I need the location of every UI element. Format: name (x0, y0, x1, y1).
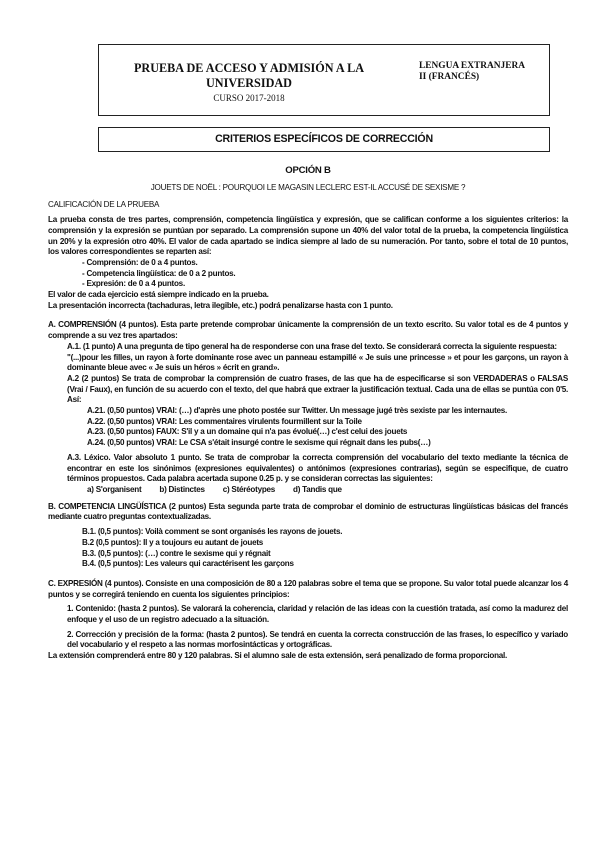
lexicon-option: d) Tandis que (293, 484, 342, 494)
exam-header (98, 44, 550, 116)
document-body (48, 166, 568, 662)
option-title: OPCIÓN B (285, 165, 331, 176)
exam-title-line2: UNIVERSIDAD (205, 76, 292, 90)
section-b-intro: B. COMPETENCIA LINGÜÍSTICA (2 puntos) Esta segunda parte trata de comprobar el dominio de estructuras lingüísticas básicas del francés mediante cuatro preguntas contextualizadas. (48, 501, 568, 522)
section-a3: A.3. Léxico. Valor absoluto 1 punto. Se trata de comprobar la correcta comprensión del vocabulario del texto mediante la técnica de encontrar en este los sinónimos (expresiones equivalentes) o antónimos (expresiones contrarias), según se especifique, de cuatro términos propuestos. Cada palabra acertada supone 0.25 p. y se consideran correctas las siguientes: (67, 452, 568, 484)
text-title: JOUETS DE NOËL : POURQUOI LE MAGASIN LECLERC EST-IL ACCUSÉ DE SEXISME ? (150, 182, 466, 192)
exam-title-block (99, 61, 399, 103)
section-a2-item: A.24. (0,50 puntos) VRAI: Le CSA s'était insurgé contre le sexisme qui régnait dans les pubs(…) (87, 438, 431, 448)
section-b-item: B.3. (0,5 puntos): (…) contre le sexisme qui y régnait (82, 548, 271, 558)
section-a1-answer: "(...)pour les filles, un rayon à forte dominante rose avec un panneau estampillé « Je suis une princesse » et pour les garçons, un rayon à dominante bleue avec « Je suis un héros » écrit en grand». (67, 352, 568, 373)
grading-intro: La prueba consta de tres partes, comprensión, competencia lingüística y expresión, que se califican conforme a los siguientes criterios: la comprensión y la expresión se puntúan por separado. La comprensión supone un 40% del valor total de la prueba, la competencia lingüística un 20% y la expresión otro 40%. El valor de cada apartado se indica siempre al lado de su numeración. Por tanto, sobre el total de 10 puntos, los valores correspondientes se reparten así: (48, 215, 568, 257)
criteria-title: CRITERIOS ESPECÍFICOS DE CORRECCIÓN (98, 127, 550, 152)
section-a2-item: A.23. (0,50 puntos) FAUX: S'il y a un domaine qui n'a pas évolué(…) c'est celui des jouets (87, 427, 408, 437)
section-b-item: B.1. (0,5 puntos): Voilà comment se sont organisés les rayons de jouets. (82, 527, 343, 537)
grading-item: - Competencia lingüística: de 0 a 2 puntos. (82, 268, 236, 278)
subject-block (419, 61, 525, 83)
lexicon-option: c) Stéréotypes (222, 484, 276, 494)
section-a-intro: A. COMPRENSIÓN (4 puntos). Esta parte pretende comprobar únicamente la comprensión de un texto escrito. Su valor total es de 4 puntos y comprende a su vez tres apartados: (48, 320, 568, 341)
section-a3-options (48, 485, 568, 496)
lexicon-option: a) S'organisent (87, 484, 142, 494)
section-c-item: 2. Corrección y precisión de la forma: (hasta 2 puntos). Se tendrá en cuenta la correcta construcción de las frases, lo específico y variado del vocabulario y el respeto a las normas morfosintácticas y ortográficas. (67, 629, 568, 650)
section-a2-item: A.21. (0,50 puntos) VRAI: (…) d'après une photo postée sur Twitter. Un message jugé très sexiste par les internautes. (87, 406, 508, 416)
section-b-item: B.2 (0,5 puntos): Il y a toujours eu autant de jouets (82, 537, 264, 547)
grading-item: - Expresión: de 0 a 4 puntos. (82, 279, 185, 289)
section-c-intro: C. EXPRESIÓN (4 puntos). Consiste en una composición de 80 a 120 palabras sobre el tema que se propone. Su valor total puede alcanzar los 4 puntos y se corregirá teniendo en cuenta los siguientes principios: (48, 578, 568, 599)
section-a2: A.2 (2 puntos) Se trata de comprobar la comprensión de cuatro frases, de las que ha de especificarse si son VERDADERAS o FALSAS (Vrai / Faux), en función de su acuerdo con el texto, del que habrá que extraer la justificación textual. Cada una de ellas se puntúa con 0'5. Así: (67, 373, 568, 405)
grading-item: - Comprensión: de 0 a 4 puntos. (82, 257, 198, 267)
section-c-item: 1. Contenido: (hasta 2 puntos). Se valorará la coherencia, claridad y relación de las ideas con la cuestión tratada, así como la madurez del enfoque y el uso de un registro adecuado a la situación. (67, 604, 568, 625)
grading-note: La presentación incorrecta (tachaduras, letra ilegible, etc.) podrá penalizarse hasta con 1 punto. (48, 300, 393, 310)
section-a1: A.1. (1 punto) A una pregunta de tipo general ha de responderse con una frase del texto. Se considerará correcta la siguiente respuesta: (67, 341, 557, 351)
subject-line1: LENGUA EXTRANJERA (419, 61, 526, 71)
lexicon-option: b) Distinctes (159, 484, 205, 494)
section-b-item: B.4. (0,5 puntos): Les valeurs qui caractérisent les garçons (82, 559, 294, 569)
grading-note: El valor de cada ejercicio está siempre indicado en la prueba. (48, 290, 269, 300)
exam-course: CURSO 2017-2018 (213, 93, 285, 103)
grading-heading: CALIFICACIÓN DE LA PRUEBA (48, 200, 160, 210)
exam-title-line1: PRUEBA DE ACCESO Y ADMISIÓN A LA (133, 61, 365, 75)
section-c-closing: La extensión comprenderá entre 80 y 120 palabras. Si el alumno sale de esta extensión, será penalizado de forma proporcional. (48, 651, 508, 661)
section-a2-item: A.22. (0,50 puntos) VRAI: Les commentaires virulents fourmillent sur la Toile (87, 416, 362, 426)
subject-line2: II (FRANCÉS) (419, 72, 480, 82)
